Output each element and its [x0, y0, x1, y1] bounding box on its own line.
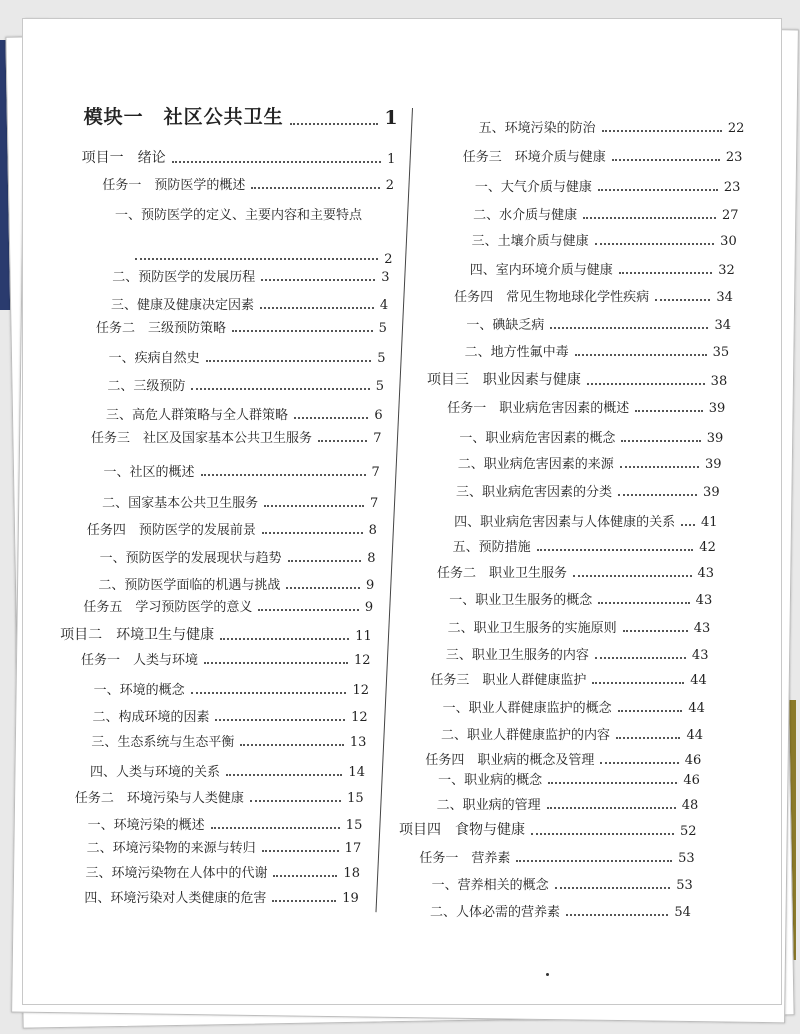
page-mark [546, 973, 549, 976]
toc-entry-page: 5 [375, 379, 385, 394]
toc-entry[interactable] [92, 706, 367, 725]
toc-entry[interactable] [446, 644, 709, 663]
toc-entry-title: 二、职业卫生服务的实施原则 [447, 621, 617, 636]
toc-entry[interactable] [91, 427, 382, 446]
leader-dots [264, 505, 364, 507]
toc-entry-title: 二、人体必需的营养素 [429, 905, 560, 920]
toc-entry-title: 一、预防医学的定义、主要内容和主要特点 [115, 208, 363, 223]
toc-entry-page: 7 [373, 431, 382, 446]
toc-entry-title: 任务三 社区及国家基本公共卫生服务 [91, 431, 313, 446]
leader-dots [583, 217, 716, 219]
toc-entry-title: 一、职业卫生服务的概念 [449, 593, 593, 608]
toc-entry-title: 一、职业人群健康监护的概念 [442, 701, 612, 716]
toc-entry[interactable] [81, 649, 371, 668]
toc-entry-page: 39 [704, 457, 722, 472]
leader-dots [172, 161, 381, 163]
leader-dots [211, 827, 340, 829]
toc-entry-page: 8 [367, 551, 376, 566]
leader-dots [655, 299, 710, 301]
toc-entry-page: 5 [377, 351, 386, 366]
toc-entry-page: 39 [708, 401, 726, 416]
toc-entry[interactable] [87, 519, 377, 538]
toc-entry-page: 14 [348, 765, 365, 780]
leader-dots [272, 900, 336, 902]
leader-dots [618, 494, 697, 496]
toc-entry[interactable] [107, 375, 384, 394]
toc-entry-page: 5 [378, 321, 387, 336]
toc-entry-title: 三、环境污染物在人体中的代谢 [85, 866, 268, 881]
toc-entry-title: 任务一 预防医学的概述 [102, 178, 246, 193]
toc-entry[interactable] [102, 174, 394, 193]
leader-dots [537, 549, 694, 551]
toc-entry[interactable] [425, 749, 701, 768]
leader-dots [250, 800, 341, 802]
toc-entry-title: 二、环境污染物的来源与转归 [86, 841, 256, 856]
leader-dots [602, 130, 722, 132]
toc-entry-page: 43 [691, 648, 709, 663]
toc-entry[interactable] [470, 259, 735, 278]
toc-entry-page: 9 [364, 600, 374, 615]
leader-dots [592, 682, 684, 684]
toc-entry-title: 任务二 环境污染与人类健康 [74, 791, 244, 806]
toc-entry-page: 30 [720, 234, 737, 249]
toc-entry-page: 44 [686, 728, 704, 743]
leader-dots [286, 587, 360, 589]
toc-entry-page: 19 [342, 891, 359, 906]
leader-dots [191, 692, 347, 694]
leader-dots [616, 737, 681, 739]
toc-entry-title: 一、碘缺乏病 [466, 318, 545, 333]
toc-entry-page: 12 [352, 683, 370, 698]
toc-entry-page: 12 [351, 710, 368, 725]
toc-entry-title: 五、预防措施 [452, 540, 531, 555]
toc-entry-page: 2 [385, 178, 395, 193]
toc-entry[interactable] [441, 724, 703, 743]
toc-entry[interactable] [463, 146, 743, 165]
leader-dots [232, 330, 373, 332]
toc-entry-page: 8 [368, 523, 377, 538]
toc-entry[interactable] [427, 369, 727, 389]
leader-dots [595, 243, 715, 245]
toc-entry[interactable] [449, 589, 712, 608]
toc-entry-title: 四、环境污染对人类健康的危害 [84, 891, 267, 906]
toc-entry[interactable] [90, 761, 365, 780]
toc-entry[interactable] [458, 453, 722, 472]
toc-entry-title: 二、三级预防 [107, 379, 186, 394]
leader-dots [261, 279, 375, 281]
toc-entry-page: 41 [701, 515, 718, 530]
toc-entry[interactable] [437, 562, 714, 581]
toc-entry[interactable] [466, 314, 731, 333]
toc-entry-page: 15 [345, 818, 363, 833]
toc-entry[interactable] [456, 481, 720, 500]
leader-dots [204, 662, 348, 664]
toc-entry-page: 44 [690, 673, 707, 688]
toc-entry[interactable] [102, 492, 378, 511]
leader-dots [135, 258, 378, 260]
toc-entry-title: 一、营养相关的概念 [431, 878, 549, 893]
toc-entry[interactable] [447, 397, 725, 416]
toc-entry-title: 任务一 职业病危害因素的概述 [447, 401, 630, 416]
toc-entry-title: 二、地方性氟中毒 [464, 345, 569, 360]
toc-entry[interactable] [475, 176, 740, 195]
toc-entry-title: 二、职业病危害因素的来源 [457, 457, 614, 472]
leader-dots [548, 782, 677, 784]
toc-entry-page: 39 [703, 485, 720, 500]
toc-entry-title: 任务五 学习预防医学的意义 [83, 600, 253, 615]
toc-entry-page: 3 [381, 270, 390, 285]
toc-entry[interactable] [60, 624, 372, 644]
toc-entry-title: 一、职业病危害因素的概念 [459, 431, 616, 446]
toc-entry-title: 四、人类与环境的关系 [89, 765, 220, 780]
toc-entry-page: 35 [712, 345, 730, 360]
leader-dots [273, 875, 337, 877]
toc-entry-page: 7 [370, 496, 379, 511]
leader-dots [516, 860, 672, 862]
leader-dots [550, 327, 708, 329]
toc-entry-page: 23 [723, 180, 741, 195]
toc-entry-title: 三、生态系统与生态平衡 [91, 735, 235, 750]
leader-dots [215, 719, 345, 721]
toc-entry-page: 53 [678, 851, 695, 866]
toc-entry-page: 15 [347, 791, 364, 806]
toc-entry-title: 二、国家基本公共卫生服务 [102, 496, 259, 511]
leader-dots [681, 524, 695, 526]
toc-entry-page: 46 [684, 753, 702, 768]
toc-entry-page: 13 [349, 735, 367, 750]
leader-dots [621, 440, 700, 442]
toc-entry[interactable] [454, 286, 733, 305]
toc-entry[interactable] [111, 294, 388, 313]
toc-entry-title: 任务二 三级预防策略 [95, 321, 226, 336]
leader-dots [201, 474, 366, 476]
leader-dots [598, 189, 718, 191]
toc-entry-title: 项目一 绪论 [81, 150, 166, 166]
leader-dots [619, 272, 712, 274]
toc-entry-title: 四、职业病危害因素与人体健康的关系 [454, 515, 676, 530]
toc-entry-page: 6 [374, 408, 383, 423]
toc-entry[interactable] [109, 347, 386, 366]
toc-entry[interactable] [106, 404, 383, 423]
toc-entry-page: 18 [343, 866, 360, 881]
toc-entry-title: 一、预防医学的发展现状与趋势 [99, 551, 282, 566]
toc-entry-title: 任务三 职业人群健康监护 [430, 673, 587, 688]
toc-entry-title: 一、大气介质与健康 [474, 180, 592, 195]
toc-entry[interactable] [103, 461, 379, 480]
toc-entry[interactable] [112, 266, 389, 285]
toc-entry[interactable] [448, 617, 711, 636]
leader-dots [294, 417, 368, 419]
leader-dots [620, 466, 699, 468]
leader-dots [262, 850, 339, 852]
toc-entry-title: 二、职业病的管理 [436, 798, 541, 813]
toc-entry-title: 三、健康及健康决定因素 [111, 298, 255, 313]
toc-entry-page: 32 [718, 263, 735, 278]
toc-entry[interactable] [479, 117, 745, 136]
leader-dots [600, 762, 678, 764]
toc-entry-page: 11 [355, 629, 372, 644]
toc-entry-page: 22 [727, 121, 745, 136]
toc-entry-title: 三、土壤介质与健康 [471, 234, 589, 249]
leader-dots [288, 560, 362, 562]
toc-entry-title: 三、职业卫生服务的内容 [445, 648, 589, 663]
toc-entry[interactable] [472, 230, 737, 249]
toc-entry-page: 12 [353, 653, 371, 668]
toc-entry[interactable] [399, 819, 697, 839]
toc-entry[interactable] [459, 427, 723, 446]
toc-entry-title: 一、环境的概念 [93, 683, 185, 698]
toc-entry-title: 项目四 食物与健康 [399, 822, 526, 838]
toc-entry[interactable] [88, 814, 363, 833]
toc-entry[interactable] [75, 787, 364, 806]
leader-dots [220, 638, 349, 640]
toc-entry-title: 一、职业病的概念 [438, 773, 543, 788]
toc-entry-page: 38 [710, 374, 728, 389]
toc-entry-page: 34 [714, 318, 731, 333]
toc-entry-title: 任务四 职业病的概念及管理 [425, 753, 595, 768]
toc-entry-page: 2 [384, 252, 393, 267]
toc-entry-title: 模块一 社区公共卫生 [83, 106, 284, 128]
toc-entry[interactable] [96, 317, 387, 336]
toc-entry-page: 43 [693, 621, 711, 636]
toc-entry[interactable] [100, 547, 376, 566]
toc-entry[interactable] [430, 901, 691, 920]
toc-entry-title: 二、水介质与健康 [473, 208, 578, 223]
leader-dots [575, 354, 707, 356]
toc-entry[interactable] [465, 341, 729, 360]
leader-dots [262, 532, 363, 534]
toc-entry-title: 项目二 环境卫生与健康 [60, 627, 215, 643]
toc-entry-title: 一、环境污染的概述 [87, 818, 205, 833]
leader-dots [587, 383, 705, 385]
toc-entry-title: 一、疾病自然史 [108, 351, 200, 366]
toc-entry-page: 43 [695, 593, 713, 608]
toc-entry[interactable] [438, 769, 700, 788]
leader-dots [566, 914, 668, 916]
toc-entry-page: 27 [721, 208, 739, 223]
toc-entry-page: 42 [699, 540, 716, 555]
toc-entry-title: 一、社区的概述 [103, 465, 195, 480]
toc-entry-page: 4 [379, 298, 389, 313]
toc-entry[interactable] [84, 102, 398, 129]
toc-entry[interactable] [443, 697, 705, 716]
leader-dots [598, 602, 689, 604]
toc-entry-title: 三、高危人群策略与全人群策略 [106, 408, 289, 423]
toc-entry-page: 1 [387, 152, 396, 167]
toc-entry-title: 项目三 职业因素与健康 [426, 372, 581, 388]
toc-entry-title: 二、构成环境的因素 [92, 710, 210, 725]
toc-entry-page: 7 [371, 465, 380, 480]
toc-entry-page: 17 [344, 841, 362, 856]
leader-dots [531, 833, 674, 835]
toc-entry[interactable] [84, 887, 358, 906]
leader-dots [612, 159, 720, 161]
toc-entry[interactable] [454, 511, 717, 530]
toc-entry-title: 二、职业人群健康监护的内容 [440, 728, 610, 743]
toc-entry-title: 二、预防医学面临的机遇与挑战 [98, 578, 281, 593]
leader-dots [547, 807, 676, 809]
leader-dots [290, 123, 379, 125]
toc-entry-page: 1 [384, 107, 398, 129]
toc-entry-title: 二、预防医学的发展历程 [112, 270, 256, 285]
toc-entry[interactable] [419, 847, 694, 866]
toc-entry-title: 任务四 预防医学的发展前景 [86, 523, 256, 538]
leader-dots [258, 609, 358, 611]
toc-entry-page: 23 [725, 150, 743, 165]
leader-dots [573, 575, 692, 577]
toc-entry[interactable] [87, 837, 362, 856]
toc-entry-title: 任务三 环境介质与健康 [462, 150, 606, 165]
leader-dots [191, 388, 369, 390]
toc-entry-title: 五、环境污染的防治 [478, 121, 596, 136]
toc-entry-page: 39 [706, 431, 724, 446]
toc-entry-page: 52 [680, 824, 697, 839]
toc-entry-page: 53 [676, 878, 693, 893]
toc-entry-page: 54 [674, 905, 691, 920]
toc-entry[interactable] [85, 862, 360, 881]
toc-entry[interactable] [82, 147, 396, 167]
toc-entry[interactable] [98, 574, 374, 593]
toc-entry-title: 任务四 常见生物地球化学性疾病 [454, 290, 650, 305]
toc-entry-title: 任务二 职业卫生服务 [436, 566, 567, 581]
toc-entry-page: 44 [688, 701, 705, 716]
toc-entry-page: 46 [683, 773, 700, 788]
leader-dots [595, 657, 686, 659]
leader-dots [635, 410, 703, 412]
leader-dots [240, 744, 344, 746]
toc-entry[interactable] [94, 679, 369, 698]
toc-entry-title: 任务一 营养素 [419, 851, 511, 866]
toc-entry[interactable] [473, 204, 738, 223]
toc-entry[interactable] [453, 536, 716, 555]
leader-dots [251, 187, 379, 189]
toc-entry-page: 43 [697, 566, 715, 581]
leader-dots [206, 360, 372, 362]
toc-entry[interactable] [115, 204, 393, 268]
leader-dots [226, 774, 342, 776]
leader-dots [618, 710, 683, 712]
toc-entry[interactable] [430, 669, 706, 688]
toc-entry-title: 三、职业病危害因素的分类 [456, 485, 613, 500]
leader-dots [318, 440, 367, 442]
toc-entry-page: 9 [365, 578, 375, 593]
toc-entry[interactable] [437, 794, 699, 813]
toc-entry-page: 34 [716, 290, 733, 305]
toc-entry-title: 任务一 人类与环境 [81, 653, 199, 668]
toc-entry-title: 四、室内环境介质与健康 [469, 263, 613, 278]
toc-entry[interactable] [91, 731, 366, 750]
toc-entry[interactable] [83, 596, 373, 615]
leader-dots [260, 307, 374, 309]
leader-dots [623, 630, 688, 632]
leader-dots [555, 887, 671, 889]
toc-entry[interactable] [432, 874, 693, 893]
toc-entry-page: 48 [681, 798, 699, 813]
